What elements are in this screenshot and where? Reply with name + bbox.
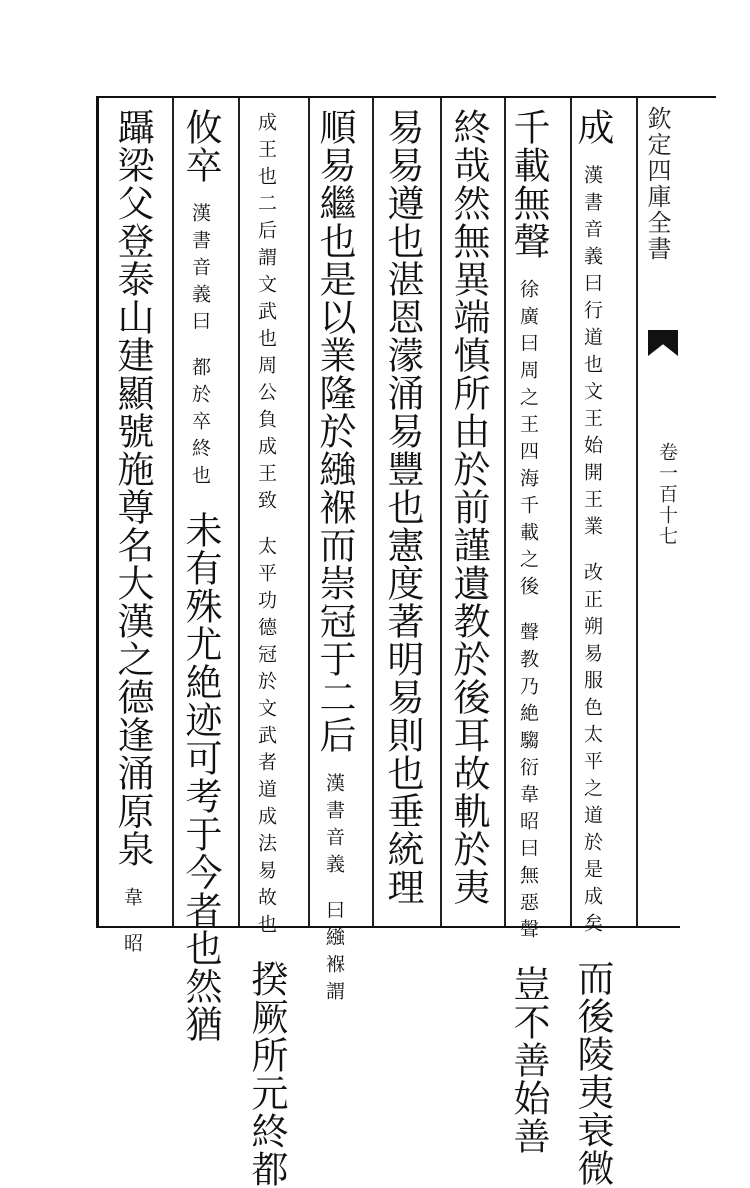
column-rule [504, 98, 506, 926]
annotation-line: 漢書音義曰 [189, 203, 211, 338]
margin-volume-number: 卷一百十七 [656, 442, 678, 547]
border-bottom-right [640, 926, 680, 928]
annotation-line: 成王也二后謂文武也周公負成王致 [255, 112, 277, 517]
annotation-line: 徐廣曰周之王四海千載之後 [517, 279, 539, 603]
main-text: 未有殊尤絶迹可考于今者也然猶 [179, 511, 222, 1043]
annotation-line: 都於卒終也 [189, 357, 211, 492]
annotation-line: 改正朔易服色太平之道於是成矣 [581, 562, 603, 940]
main-text: 終哉然無異端慎所由於前謹遺教於後耳故軌於夷 [447, 108, 490, 906]
text-column-3 [447, 108, 490, 906]
text-column-7 [179, 108, 222, 1043]
text-column-8 [111, 108, 154, 960]
text-column-6 [245, 112, 288, 1188]
column-rule [372, 98, 374, 926]
column-rule [570, 98, 572, 926]
annotation-line: 韋 [121, 887, 143, 914]
main-text: 豈不善始善 [507, 965, 550, 1155]
column-rule [172, 98, 174, 926]
main-text: 攸卒 [179, 108, 222, 184]
column-rule [636, 98, 638, 926]
main-text: 躡梁父登泰山建顯號施尊名大漢之德逢涌原泉 [111, 108, 154, 868]
annotation-line: 曰繈褓謂 [323, 900, 345, 1008]
main-text: 揆厥所元終都 [245, 960, 288, 1188]
annotation-line: 漢書音義 [323, 773, 345, 881]
annotation-line: 聲教乃絶騶衍韋昭曰無惡聲 [517, 622, 539, 946]
annotation-line: 太平功德冠於文武者道成法易故也 [255, 536, 277, 941]
main-text: 而後陵夷衰微 [571, 959, 614, 1187]
main-text: 易易遵也湛恩濛涌易豐也憲度著明易則也垂統理 [381, 108, 424, 906]
main-text: 千載無聲 [507, 108, 550, 260]
border-top-right [656, 96, 716, 98]
text-column-2 [507, 108, 550, 1155]
margin-book-title: 欽定四庫全書 [643, 106, 671, 262]
main-text: 成 [571, 108, 614, 146]
column-rule [238, 98, 240, 926]
annotation-line: 漢書音義曰行道也文王始開王業 [581, 165, 603, 543]
annotation-line: 昭 [121, 933, 143, 960]
column-rule [308, 98, 310, 926]
main-text: 順易繼也是以業隆於繈褓而崇冠于二后 [313, 108, 356, 754]
column-rule [440, 98, 442, 926]
text-column-5 [313, 108, 356, 1008]
text-column-1 [571, 108, 614, 1187]
text-column-4 [381, 108, 424, 906]
